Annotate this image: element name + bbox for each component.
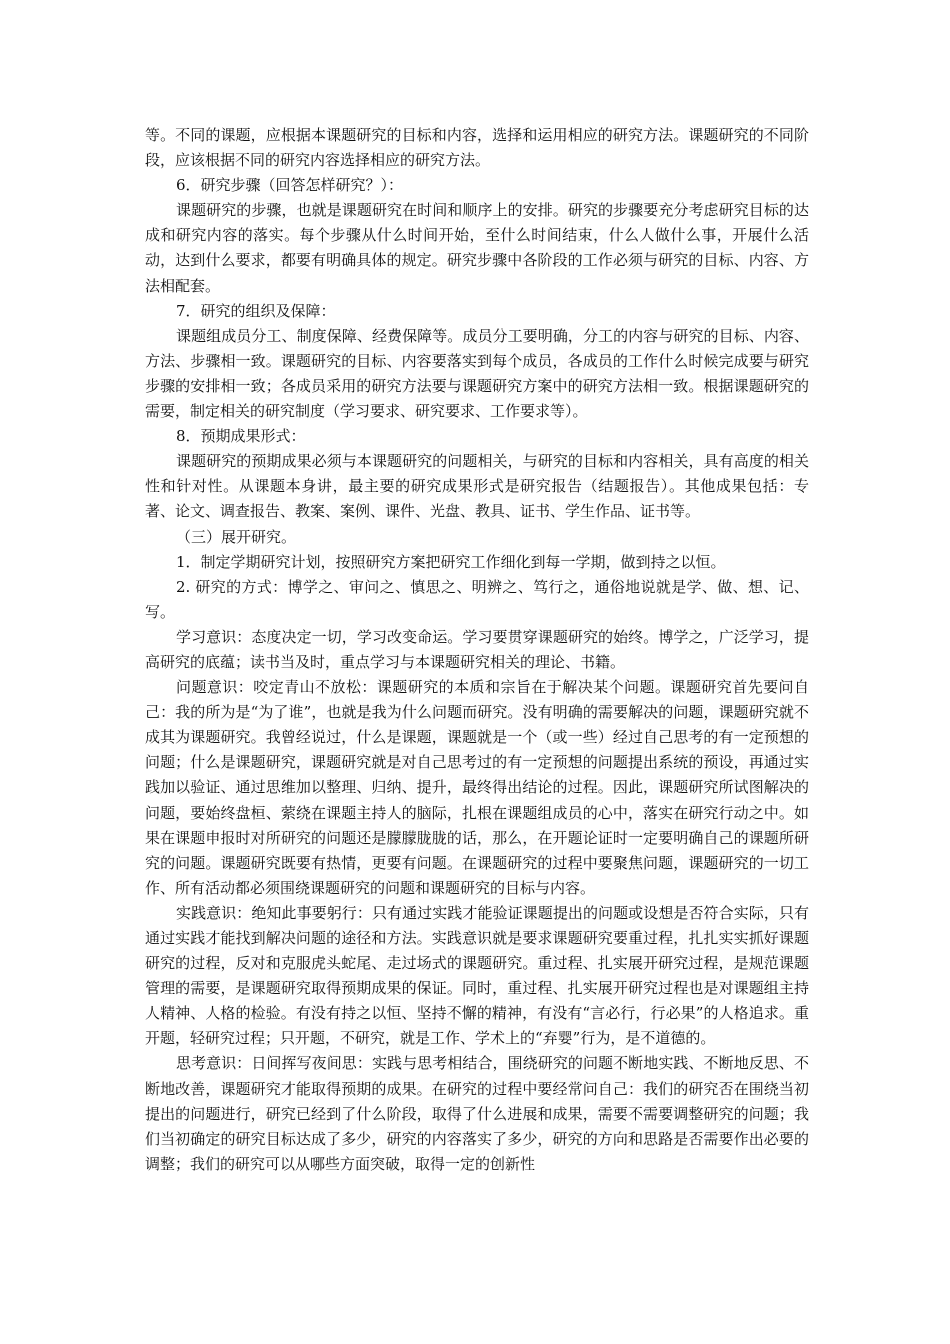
paragraph-research-methods: 2. 研究的方式：博学之、审问之、慎思之、明辨之、笃行之，通俗地说就是学、做、想、记、写。 [145,577,809,621]
heading-expected-results: 8．预期成果形式： [176,427,306,446]
heading-research-steps: 6．研究步骤（回答怎样研究？）： [176,176,404,195]
paragraph-methods-conclusion: 等。不同的课题，应根据本课题研究的目标和内容，选择和运用相应的研究方法。课题研究的不同阶段，应该根据不同的研究内容选择相应的研究方法。 [145,126,809,170]
paragraph-practice-awareness: 实践意识：绝知此事要躬行：只有通过实践才能验证课题提出的问题或设想是否符合实际，只有通过实践才能找到解决问题的途径和方法。实践意识就是要求课题研究要重过程，扎扎实实抓好课题研究的过程，反对和克服虎头蛇尾、走过场式的课题研究。重过程、扎实展开研究过程，是规范课题管理的需要，是课题研究取得预期成果的保证。同时，重过程、扎实展开研究过程也是对课题组主持人精神、人格的检验。有没有持之以恒、坚持不懈的精神，有没有“言必行，行必果”的人格追求。重开题，轻研究过程；只开题，不研究，就是工作、学术上的“弃婴”行为，是不道德的。 [145,903,809,1048]
heading-organization: 7．研究的组织及保障： [176,301,336,320]
paragraph-semester-plan: 1．制定学期研究计划，按照研究方案把研究工作细化到每一学期，做到持之以恒。 [176,552,726,571]
paragraph-research-steps: 课题研究的步骤，也就是课题研究在时间和顺序上的安排。研究的步骤要充分考虑研究目标的达成和研究内容的落实。每个步骤从什么时间开始，至什么时间结束，什么人做什么事，开展什么活动，达到什么要求，都要有明确具体的规定。研究步骤中各阶段的工作必须与研究的目标、内容、方法相配套。 [145,201,809,295]
paragraph-expected-results: 课题研究的预期成果必须与本课题研究的问题相关，与研究的目标和内容相关，具有高度的相关性和针对性。从课题本身讲，最主要的研究成果形式是研究报告（结题报告）。其他成果包括：专著、论文、调查报告、教案、案例、课件、光盘、教具、证书、学生作品、证书等。 [145,452,809,521]
paragraph-learning-awareness: 学习意识：态度决定一切，学习改变命运。学习要贯穿课题研究的始终。博学之，广泛学习，提高研究的底蕴；读书当及时，重点学习与本课题研究相关的理论、书籍。 [145,627,809,671]
paragraph-thinking-awareness: 思考意识：日间挥写夜间思：实践与思考相结合，围绕研究的问题不断地实践、不断地反思、不断地改善，课题研究才能取得预期的成果。在研究的过程中要经常问自己：我们的研究否在围绕当初提出的问题进行，研究已经到了什么阶段，取得了什么进展和成果，需要不需要调整研究的问题；我们当初确定的研究目标达成了多少，研究的内容落实了多少，研究的方向和思路是否需要作出必要的调整；我们的研究可以从哪些方面突破，取得一定的创新性 [145,1054,809,1173]
paragraph-problem-awareness: 问题意识：咬定青山不放松：课题研究的本质和宗旨在于解决某个问题。课题研究首先要问自己：我的所为是“为了谁”，也就是我为什么问题而研究。没有明确的需要解决的问题，课题研究就不成其为课题研究。我曾经说过，什么是课题，课题就是一个（或一些）经过自己思考的有一定预想的问题；什么是课题研究，课题研究就是对自己思考过的有一定预想的问题提出系统的预设，再通过实践加以验证、通过思维加以整理、归纳、提升，最终得出结论的过程。因此，课题研究所试图解决的问题，要始终盘桓、萦绕在课题主持人的脑际，扎根在课题组成员的心中，落实在研究行动之中。如果在课题申报时对所研究的问题还是朦朦胧胧的话，那么，在开题论证时一定要明确自己的课题所研究的问题。课题研究既要有热情，更要有问题。在课题研究的过程中要聚焦问题，课题研究的一切工作、所有活动都必须围绕课题研究的问题和课题研究的目标与内容。 [145,678,809,897]
heading-carry-out-research: （三）展开研究。 [176,527,297,546]
paragraph-organization: 课题组成员分工、制度保障、经费保障等。成员分工要明确，分工的内容与研究的目标、内容、方法、步骤相一致。课题研究的目标、内容要落实到每个成员，各成员的工作什么时候完成要与研究步骤的安排相一致；各成员采用的研究方法要与课题研究方案中的研究方法相一致。根据课题研究的需要，制定相关的研究制度（学习要求、研究要求、工作要求等）。 [145,326,809,421]
document-body [145,123,809,1177]
